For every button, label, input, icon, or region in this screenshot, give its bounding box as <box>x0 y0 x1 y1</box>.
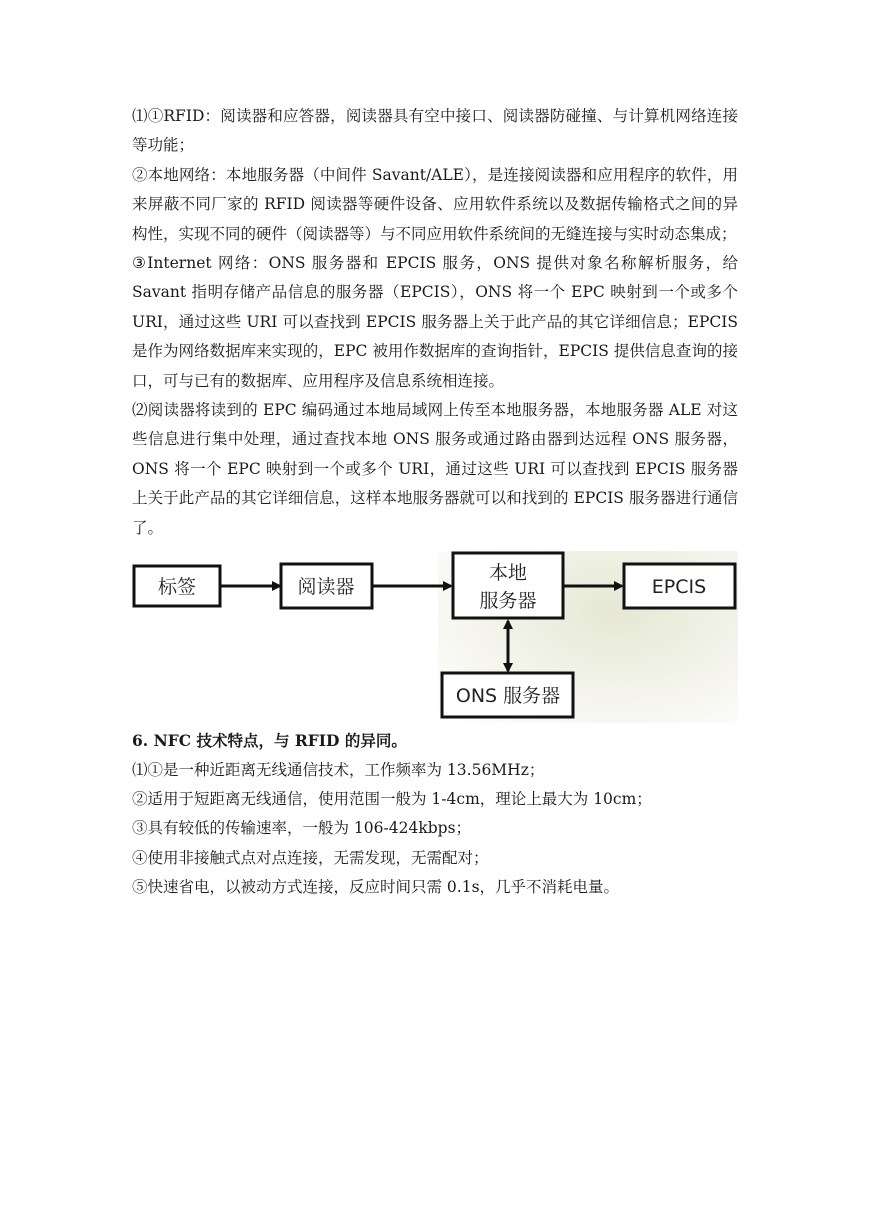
paragraph-internet: ③Internet 网络：ONS 服务器和 EPCIS 服务，ONS 提供对象名称解析服务，给 Savant 指明存储产品信息的服务器（EPCIS），ONS 将一个 EPC 映射到一个或多个 URI，通过这些 URI 可以查找到 EPCIS 服务器上关于此产品的其它详细信息；EPCIS 是作为网络数据库来实现的，EPC 被用作数据库的查询指针，EPCIS 提供信息查询的接口，可与已有的数据库、应用程序及信息系统相连接。 <box>132 254 738 390</box>
epc-network-diagram <box>132 551 738 723</box>
nfc-item-4: ④使用非接触式点对点连接，无需发现，无需配对； <box>132 848 489 867</box>
paragraph-local-network: ②本地网络：本地服务器（中间件 Savant/ALE），是连接阅读器和应用程序的软件，用来屏蔽不同厂家的 RFID 阅读器等硬件设备、应用软件系统以及数据传输格式之间的异构性，实现不同的硬件（阅读器等）与不同应用软件系统间的无缝连接与实时动态集成； <box>132 165 738 243</box>
nfc-item-3: ③具有较低的传输速率，一般为 106-424kbps； <box>132 819 472 838</box>
paragraph-rfid: ⑴①RFID：阅读器和应答器，阅读器具有空中接口、阅读器防碰撞、与计算机网络连接等功能； <box>132 107 738 155</box>
section-heading-nfc: 6. NFC 技术特点，与 RFID 的异同。 <box>132 731 407 751</box>
epcis-label: EPCIS <box>651 576 707 599</box>
diagram-svg <box>132 551 738 723</box>
tag-label: 标签 <box>157 576 197 599</box>
paragraph-reader-flow: ⑵阅读器将读到的 EPC 编码通过本地局域网上传至本地服务器，本地服务器 ALE 对这些信息进行集中处理，通过查找本地 ONS 服务或通过路由器到达远程 ONS 服务器，ONS 将一个 EPC 映射到一个或多个 URI，通过这些 URI 可以查找到 EPCIS 服务器上关于此产品的其它详细信息，这样本地服务器就可以和找到的 EPCIS 服务器进行通信了。 <box>132 401 738 537</box>
ons-server-label: ONS 服务器 <box>455 685 561 708</box>
nfc-item-2: ②适用于短距离无线通信，使用范围一般为 1-4cm，理论上最大为 10cm； <box>132 789 652 808</box>
nfc-item-5: ⑤快速省电，以被动方式连接，反应时间只需 0.1s，几乎不消耗电量。 <box>132 878 620 897</box>
document-page <box>132 102 738 903</box>
nfc-item-1: ⑴①是一种近距离无线通信技术，工作频率为 13.56MHz； <box>132 760 545 779</box>
local-server-label-line1: 本地 <box>488 562 528 585</box>
local-server-label-line2: 服务器 <box>479 590 537 613</box>
reader-label: 阅读器 <box>297 576 355 599</box>
